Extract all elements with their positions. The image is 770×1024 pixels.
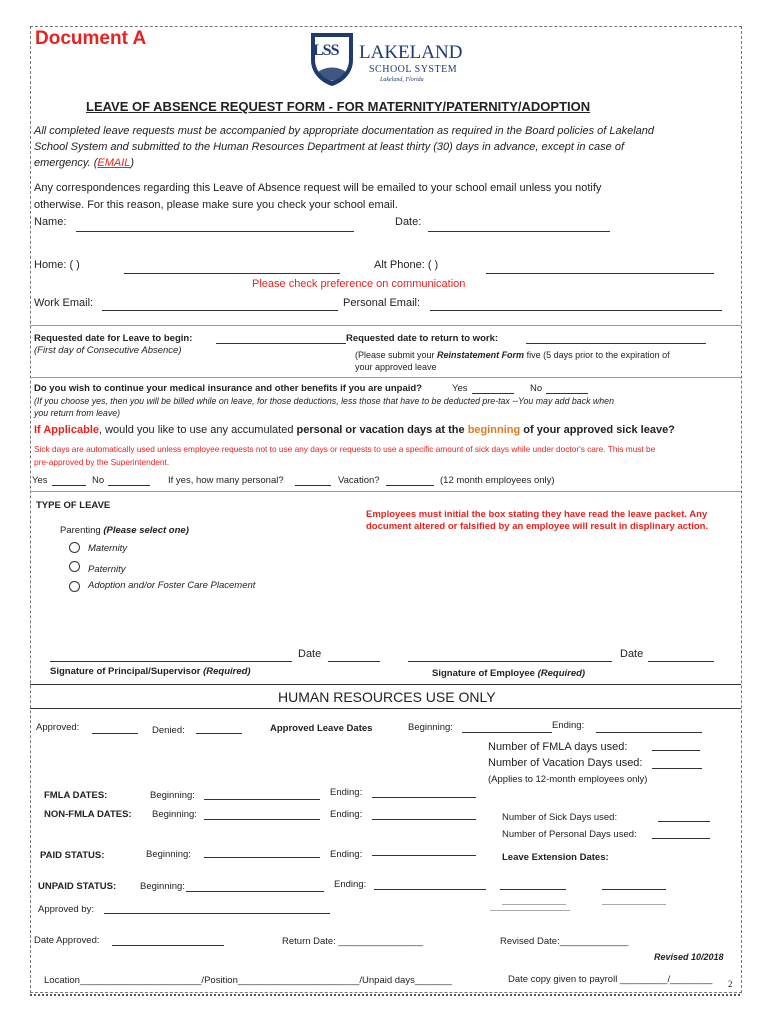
leave-begin-field[interactable] <box>216 343 346 344</box>
insurance-yes-label: Yes <box>452 383 468 394</box>
extension-field-1[interactable] <box>500 889 566 890</box>
nonfmla-ending-field[interactable] <box>372 819 476 820</box>
approved-leave-dates-label: Approved Leave Dates <box>270 723 373 734</box>
vacation-days-label: Number of Vacation Days used: <box>488 757 643 769</box>
home-phone-field[interactable] <box>124 273 340 274</box>
approved-ending-label: Ending: <box>552 720 585 731</box>
principal-signature-line[interactable] <box>50 661 292 662</box>
twelve-month-note: (12 month employees only) <box>440 475 555 486</box>
unpaid-status-label: UNPAID STATUS: <box>38 881 117 892</box>
accrued-question: If Applicable, would you like to use any accumulated personal or vacation days at the beginning of your approved sick leave? <box>34 424 675 436</box>
correspondence-line-1: Any correspondences regarding this Leave of Absence request will be emailed to your school email unless you notify <box>34 182 602 194</box>
approved-beginning-field[interactable] <box>462 732 552 733</box>
principal-signature-label: Signature of Principal/Supervisor (Required) <box>50 666 251 677</box>
employee-signature-line[interactable] <box>408 661 612 662</box>
form-title: LEAVE OF ABSENCE REQUEST FORM - FOR MATERNITY/PATERNITY/ADOPTION <box>86 99 591 114</box>
requested-leave-sublabel: (First day of Consecutive Absence) <box>34 345 182 356</box>
nonfmla-beginning-label: Beginning: <box>152 809 197 820</box>
requested-return-label: Requested date to return to work: <box>346 333 499 344</box>
personal-email-label: Personal Email: <box>343 297 421 309</box>
paid-beginning-label: Beginning: <box>146 849 191 860</box>
insurance-no-field[interactable] <box>546 393 588 394</box>
extension-field-4[interactable] <box>602 904 666 905</box>
correspondence-line-2: otherwise. For this reason, please make sure you check your school email. <box>34 199 398 211</box>
footer-location-line: Location_______________________/Position_______________________/Unpaid days_______ <box>44 975 452 986</box>
personal-days-field[interactable] <box>295 485 331 486</box>
logo-tagline: Lakeland, Florida <box>380 77 424 83</box>
leave-extension-label: Leave Extension Dates: <box>502 852 609 863</box>
approved-label: Approved: <box>36 722 80 733</box>
fmla-ending-field[interactable] <box>372 797 476 798</box>
intro-line-2: School System and submitted to the Human Resources Department at least thirty (30) days in advance, except in case of <box>34 141 625 153</box>
vacation-days-used-field[interactable] <box>652 768 702 769</box>
type-of-leave-heading: TYPE OF LEAVE <box>36 500 111 511</box>
insurance-question: Do you wish to continue your medical insurance and other benefits if you are unpaid? <box>34 383 422 394</box>
paternity-radio[interactable] <box>69 561 80 572</box>
extension-field-3[interactable] <box>502 904 566 905</box>
fmla-days-field[interactable] <box>652 750 700 751</box>
divider <box>30 377 741 378</box>
sick-days-used-field[interactable] <box>658 821 710 822</box>
alt-phone-field[interactable] <box>486 273 714 274</box>
logo-name: LAKELAND <box>359 42 463 63</box>
intro-line-3: emergency. (EMAIL) <box>34 157 135 169</box>
paid-ending-field[interactable] <box>372 855 476 856</box>
initial-notice-1: Employees must initial the box stating they have read the leave packet. Any <box>366 509 708 520</box>
maternity-radio[interactable] <box>69 542 80 553</box>
approved-ending-field[interactable] <box>596 732 702 733</box>
fmla-dates-label: FMLA DATES: <box>44 790 108 801</box>
divider <box>30 325 741 326</box>
principal-date-field[interactable] <box>328 661 380 662</box>
unpaid-beginning-field[interactable] <box>186 891 324 892</box>
insurance-note-2: you return from leave) <box>34 408 121 418</box>
revised-date-label: Revised Date:_____________ <box>500 936 629 947</box>
adoption-radio[interactable] <box>69 581 80 592</box>
employee-date-field[interactable] <box>648 661 714 662</box>
how-many-personal-label: If yes, how many personal? <box>168 475 284 486</box>
personal-email-field[interactable] <box>430 310 722 311</box>
applies-note: (Applies to 12-month employees only) <box>488 774 648 785</box>
document-label: Document A <box>35 28 147 49</box>
approved-by-field[interactable] <box>104 913 330 914</box>
sick-days-note-1: Sick days are automatically used unless employee requests not to use any days or requests to use a specific amount of sick days while under doctor's care. This must be <box>34 444 656 454</box>
alt-phone-label: Alt Phone: ( ) <box>374 259 439 271</box>
preference-note: Please check preference on communication <box>252 278 466 290</box>
paternity-label: Paternity <box>88 564 126 575</box>
accrued-no-field[interactable] <box>108 485 150 486</box>
fmla-ending-label: Ending: <box>330 787 363 798</box>
home-phone-label: Home: ( ) <box>34 259 80 271</box>
extension-field-5[interactable] <box>490 910 570 911</box>
work-email-label: Work Email: <box>34 297 94 309</box>
nonfmla-ending-label: Ending: <box>330 809 363 820</box>
extension-field-2[interactable] <box>602 889 666 890</box>
sick-days-used-label: Number of Sick Days used: <box>502 812 618 823</box>
unpaid-ending-field[interactable] <box>374 889 486 890</box>
accrued-yes-field[interactable] <box>52 485 86 486</box>
nonfmla-dates-label: NON-FMLA DATES: <box>44 809 132 820</box>
payroll-copy-label: Date copy given to payroll _________/________ <box>508 974 713 985</box>
personal-days-used-label: Number of Personal Days used: <box>502 829 637 840</box>
return-note: (Please submit your Reinstatement Form five (5 days prior to the expiration of <box>355 350 670 360</box>
vacation-days-field[interactable] <box>386 485 434 486</box>
sick-days-note-2: pre-approved by the Superintendent. <box>34 457 170 467</box>
logo-sub: SCHOOL SYSTEM <box>369 64 458 75</box>
date-label: Date: <box>395 216 422 228</box>
requested-leave-label: Requested date for Leave to begin: <box>34 333 193 344</box>
employee-date-label: Date <box>620 648 644 660</box>
divider <box>30 684 741 685</box>
logo-initials: LSS <box>313 42 339 59</box>
parenting-label: Parenting (Please select one) <box>60 525 189 536</box>
denied-label: Denied: <box>152 725 185 736</box>
maternity-label: Maternity <box>88 543 128 554</box>
accrued-yes-label: Yes <box>32 475 48 486</box>
fmla-days-label: Number of FMLA days used: <box>488 741 628 753</box>
denied-field[interactable] <box>196 733 242 734</box>
vacation-label: Vacation? <box>338 475 380 486</box>
email-link[interactable]: EMAIL <box>97 157 131 169</box>
paid-beginning-field[interactable] <box>204 857 320 858</box>
adoption-label: Adoption and/or Foster Care Placement <box>88 580 256 591</box>
unpaid-ending-label: Ending: <box>334 879 367 890</box>
return-date-label: Return Date: ________________ <box>282 936 424 947</box>
work-email-field[interactable] <box>102 310 338 311</box>
return-date-field[interactable] <box>526 343 706 344</box>
return-note-2: your approved leave <box>355 362 437 372</box>
unpaid-beginning-label: Beginning: <box>140 881 185 892</box>
paid-ending-label: Ending: <box>330 849 363 860</box>
insurance-note-1: (If you choose yes, then you will be billed while on leave, for those deductions, less those that have to be deducted pre-tax --You may add back when <box>34 396 614 406</box>
approved-beginning-label: Beginning: <box>408 722 453 733</box>
divider <box>30 491 741 492</box>
paid-status-label: PAID STATUS: <box>40 850 105 861</box>
date-approved-label: Date Approved: <box>34 935 100 946</box>
approved-by-label: Approved by: <box>38 904 94 915</box>
personal-days-used-field[interactable] <box>652 838 710 839</box>
name-label: Name: <box>34 216 67 228</box>
revision-note: Revised 10/2018 <box>654 952 724 962</box>
approved-field[interactable] <box>92 733 138 734</box>
intro-line-1: All completed leave requests must be accompanied by appropriate documentation as required in the Board policies of Lakeland <box>34 125 655 137</box>
employee-signature-label: Signature of Employee (Required) <box>432 668 586 679</box>
accrued-no-label: No <box>92 475 105 486</box>
nonfmla-beginning-field[interactable] <box>204 819 320 820</box>
fmla-beginning-field[interactable] <box>204 799 320 800</box>
page-number: 2 <box>728 979 733 989</box>
insurance-yes-field[interactable] <box>472 393 514 394</box>
date-approved-field[interactable] <box>112 945 224 946</box>
hr-heading: HUMAN RESOURCES USE ONLY <box>278 689 496 705</box>
divider <box>30 708 741 709</box>
fmla-beginning-label: Beginning: <box>150 790 195 801</box>
date-field[interactable] <box>428 231 610 232</box>
principal-date-label: Date <box>298 648 322 660</box>
name-field[interactable] <box>76 231 354 232</box>
initial-notice-2: document altered or falsified by an employee will result in displinary action. <box>366 521 709 532</box>
insurance-no-label: No <box>530 383 543 394</box>
bottom-border <box>30 994 740 999</box>
